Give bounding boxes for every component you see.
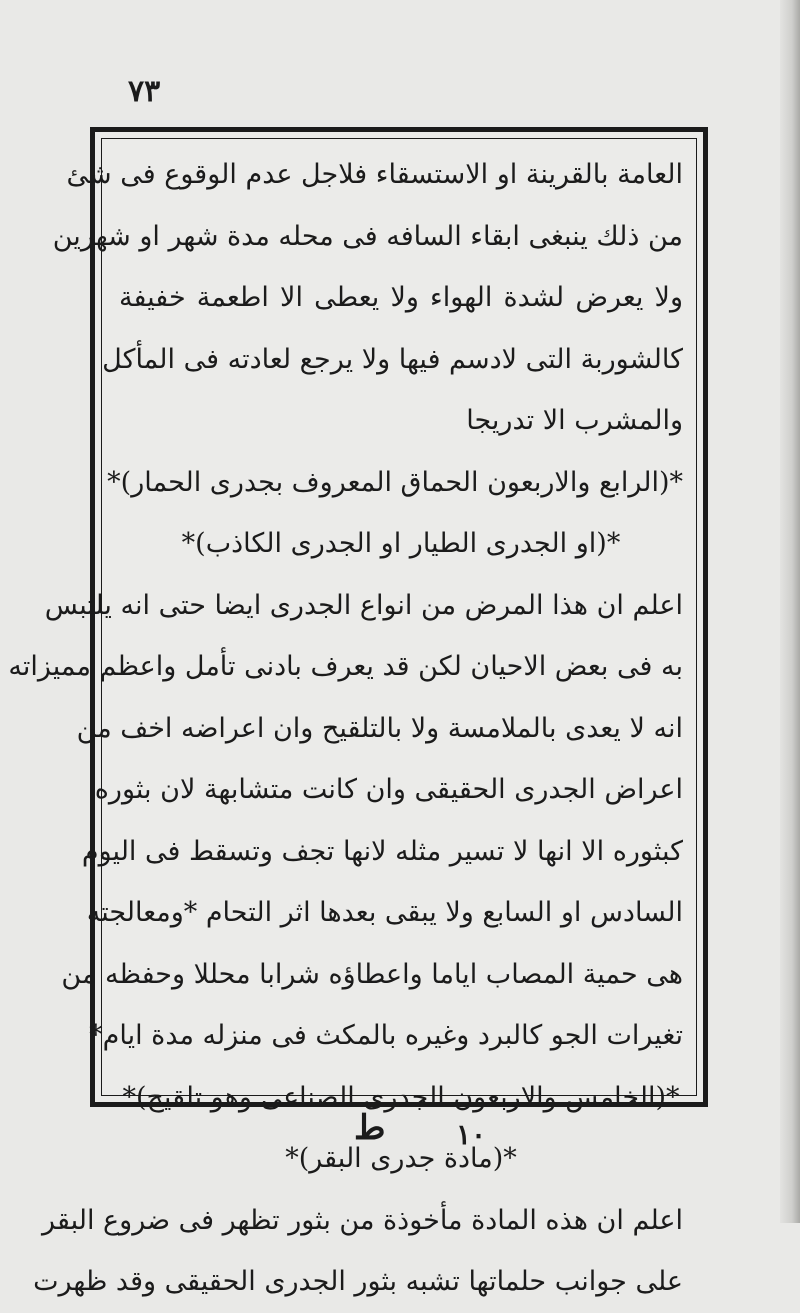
text-line: تغيرات الجو كالبرد وغيره بالمكث فى منزله مدة ايام*	[89, 1020, 683, 1051]
text-line: اعلم ان هذه المادة مأخوذة من بثور تظهر فى ضروع البقر	[42, 1204, 683, 1236]
page-edge	[780, 0, 800, 1223]
text-line: اعلم ان هذا المرض من انواع الجدرى ايضا حتى انه يلتبس	[44, 589, 683, 621]
section-heading: *(او الجدرى الطيار او الجدرى الكاذب)*	[181, 528, 621, 559]
text-line: السادس او السابع ولا يبقى بعدها اثر التحام *ومعالجته	[86, 897, 683, 928]
section-heading: *(مادة جدرى البقر)*	[285, 1143, 517, 1174]
signature-mark: ط	[354, 1108, 386, 1148]
text-line: ولا يعرض لشدة الهواء ولا يعطى الا اطعمة خفيفة	[119, 282, 683, 313]
text-line: اعراض الجدرى الحقيقى وان كانت متشابهة لان بثوره	[94, 774, 683, 805]
text-line: كبثوره الا انها لا تسير مثله لانها تجف وتسقط فى اليوم	[81, 835, 683, 867]
text-line: والمشرب الا تدريجا	[466, 405, 683, 436]
body-text	[8, 144, 683, 1313]
text-line: على جوانب حلماتها تشبه بثور الجدرى الحقيقى وقد ظهرت	[33, 1266, 683, 1297]
text-line: هى حمية المصاب اياما واعطاؤه شرابا محللا وحفظه من	[61, 958, 683, 990]
text-line: كالشوربة التى لادسم فيها ولا يرجع لعادته فى المأكل	[102, 343, 683, 375]
text-line: العامة بالقرينة او الاستسقاء فلاجل عدم الوقوع فى شئ	[66, 159, 683, 190]
section-heading: *(الرابع والاربعون الحماق المعروف بجدرى الحمار)*	[107, 466, 683, 498]
text-line: به فى بعض الاحيان لكن قد يعرف بادنى تأمل واعظم مميزاته	[8, 651, 683, 682]
text-line: من ذلك ينبغى ابقاء السافه فى محله مدة شهر او شهرين	[52, 220, 683, 252]
page-number: ٧٣	[128, 74, 161, 109]
text-line: انه لا يعدى بالملامسة ولا بالتلقيح وان اعراضه اخف من	[76, 712, 683, 744]
signature-number: ١٠	[456, 1118, 487, 1151]
section-heading: *(الخامس والاربعون الجدرى الصناعى وهو تلقيح)*	[122, 1081, 680, 1113]
